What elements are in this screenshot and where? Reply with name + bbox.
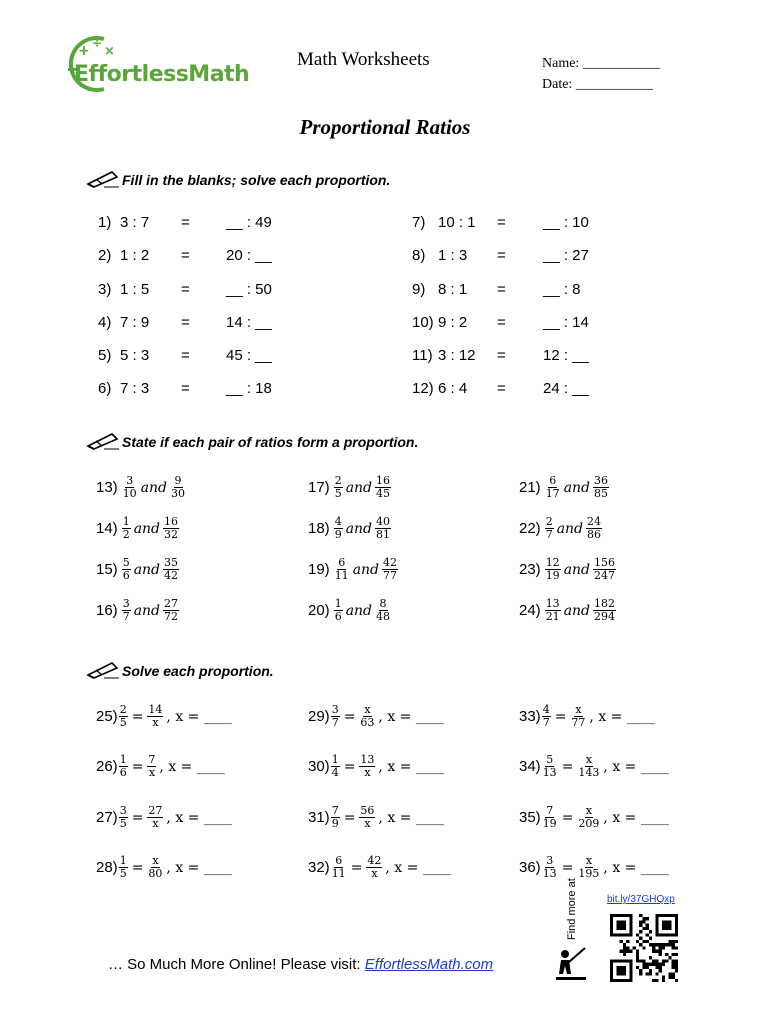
- denominator: 86: [587, 528, 602, 542]
- worksheet-title: Proportional Ratios: [299, 115, 471, 139]
- denominator: 21: [545, 610, 560, 624]
- proportion-row: [519, 805, 671, 830]
- numerator: x: [585, 854, 593, 867]
- denominator: 6: [334, 610, 342, 624]
- problem-number: 30): [308, 758, 330, 776]
- problem-number: 35): [519, 809, 541, 827]
- equals-sign: =: [561, 859, 574, 876]
- denominator: 13: [542, 766, 557, 780]
- ratio: 1 : 2: [120, 247, 150, 264]
- short-link[interactable]: bit.ly/37GHQxp: [607, 894, 675, 905]
- proportion-row: [96, 805, 234, 830]
- denominator: 80: [148, 867, 163, 881]
- problem-number: 33): [519, 708, 541, 726]
- denominator: 7: [331, 716, 339, 730]
- numerator: 4: [334, 515, 342, 528]
- denominator: 7: [542, 716, 550, 730]
- proportion-row: [96, 855, 234, 880]
- fraction-b: [170, 475, 186, 500]
- denominator: 9: [334, 528, 342, 542]
- problem-number: 9): [412, 281, 426, 298]
- denominator: 48: [376, 610, 391, 624]
- header-title: Math Worksheets: [297, 49, 430, 70]
- answer-blank[interactable]: , x = ____: [378, 708, 444, 725]
- fraction-b: [382, 557, 398, 582]
- and-word: and: [133, 561, 161, 578]
- fraction-b: [163, 598, 179, 623]
- ratio: 7 : 9: [120, 314, 150, 331]
- fraction-a: [331, 754, 340, 779]
- problem-number: 4): [98, 314, 112, 331]
- numerator: 3: [331, 703, 339, 716]
- ratio-pair-row: [308, 557, 399, 582]
- numerator: 1: [334, 597, 342, 610]
- numerator: 6: [335, 854, 343, 867]
- proportion-row: [519, 754, 671, 779]
- fraction-b: [570, 704, 586, 729]
- footer-text: [108, 956, 493, 973]
- denominator: x: [364, 817, 371, 831]
- equals-sign: =: [131, 859, 144, 876]
- numerator: 7: [148, 753, 156, 766]
- proportion-row: [308, 704, 446, 729]
- numerator: 3: [546, 854, 554, 867]
- fraction-b: [577, 855, 600, 880]
- name-field[interactable]: Name: ___________: [542, 56, 660, 71]
- problem-number: 11): [412, 347, 433, 364]
- denominator: 7: [122, 610, 130, 624]
- numerator: 6: [338, 556, 346, 569]
- answer-blank[interactable]: , x = ____: [589, 708, 655, 725]
- problem-number: 23): [519, 561, 541, 579]
- denominator: 2: [122, 528, 130, 542]
- answer-blank[interactable]: , x = ____: [166, 708, 232, 725]
- and-word: and: [556, 520, 584, 537]
- equals-sign: =: [497, 314, 506, 331]
- pencil-icon: [86, 432, 120, 450]
- denominator: 72: [164, 610, 179, 624]
- denominator: 32: [164, 528, 179, 542]
- denominator: 19: [542, 817, 557, 831]
- pencil-icon: [86, 661, 120, 679]
- ratio-pair-row: [308, 516, 392, 541]
- equals-sign: =: [131, 708, 144, 725]
- numerator: 4: [542, 703, 550, 716]
- numerator: 13: [545, 597, 560, 610]
- problem-number: 36): [519, 859, 541, 877]
- equals-sign: =: [554, 708, 567, 725]
- fraction-b: [163, 516, 179, 541]
- qr-code[interactable]: [610, 914, 678, 982]
- pencil-icon: [86, 170, 120, 188]
- ratio-pair-row: [96, 598, 180, 623]
- numerator: 2: [545, 515, 553, 528]
- answer-blank[interactable]: , x = ____: [166, 859, 232, 876]
- answer-blank[interactable]: 20 : __: [226, 247, 272, 264]
- numerator: 16: [376, 474, 391, 487]
- numerator: 40: [376, 515, 391, 528]
- fraction-a: [119, 805, 128, 830]
- fraction-b: [147, 855, 163, 880]
- numerator: 1: [122, 515, 130, 528]
- fraction-a: [545, 516, 554, 541]
- answer-blank[interactable]: __ : 8: [543, 281, 581, 298]
- numerator: 8: [379, 597, 387, 610]
- numerator: 9: [174, 474, 182, 487]
- fraction-b: [593, 475, 609, 500]
- ratio: 8 : 1: [438, 281, 468, 298]
- proportion-row: [519, 855, 671, 880]
- equals-sign: =: [181, 380, 190, 397]
- denominator: 63: [360, 716, 375, 730]
- answer-blank[interactable]: , x = ____: [385, 859, 451, 876]
- ratio-pair-row: [96, 516, 180, 541]
- and-word: and: [345, 602, 373, 619]
- answer-blank[interactable]: __ : 14: [543, 314, 589, 331]
- find-more-label: Find more at: [566, 878, 578, 940]
- and-word: and: [563, 561, 591, 578]
- ratio: 1 : 5: [120, 281, 150, 298]
- svg-text:÷: ÷: [92, 36, 103, 50]
- fraction-a: [334, 475, 343, 500]
- logo-text: EffortlessMath: [74, 62, 250, 87]
- problem-number: 2): [98, 247, 112, 264]
- and-word: and: [563, 602, 591, 619]
- proportion-row: [96, 704, 234, 729]
- ratio: 3 : 12: [438, 347, 476, 364]
- fraction-a: [334, 598, 343, 623]
- fraction-b: [147, 805, 163, 830]
- denominator: 77: [383, 569, 398, 583]
- answer-blank[interactable]: __ : 49: [226, 214, 272, 231]
- answer-blank[interactable]: , x = ____: [159, 758, 225, 775]
- denominator: 81: [376, 528, 391, 542]
- ratio-pair-row: [519, 475, 610, 500]
- numerator: 2: [334, 474, 342, 487]
- fraction-b: [147, 754, 156, 779]
- equals-sign: =: [181, 347, 190, 364]
- denominator: 77: [571, 716, 586, 730]
- numerator: 6: [549, 474, 557, 487]
- section-heading-solve: Solve each proportion.: [122, 663, 274, 679]
- equals-sign: =: [350, 859, 363, 876]
- numerator: 7: [546, 804, 554, 817]
- denominator: 45: [376, 487, 391, 501]
- problem-number: 29): [308, 708, 330, 726]
- ratio-pair-row: [96, 557, 180, 582]
- equals-sign: =: [181, 314, 190, 331]
- footer-link[interactable]: EffortlessMath.com: [364, 956, 494, 973]
- fraction-b: [366, 855, 382, 880]
- denominator: 30: [171, 487, 186, 501]
- fraction-a: [542, 754, 558, 779]
- denominator: 5: [119, 716, 127, 730]
- answer-blank[interactable]: 45 : __: [226, 347, 272, 364]
- answer-blank[interactable]: 24 : __: [543, 380, 589, 397]
- answer-blank[interactable]: __ : 50: [226, 281, 272, 298]
- section-heading-proportion-pairs: State if each pair of ratios form a proportion.: [122, 434, 419, 450]
- fraction-b: [577, 805, 600, 830]
- answer-blank[interactable]: , x = ____: [603, 859, 669, 876]
- teacher-icon: [553, 944, 591, 982]
- denominator: 11: [334, 569, 349, 583]
- problem-number: 15): [96, 561, 118, 579]
- fraction-b: [593, 598, 616, 623]
- ratio-pair-row: [96, 475, 187, 500]
- numerator: x: [585, 753, 593, 766]
- numerator: 12: [545, 556, 560, 569]
- fraction-a: [122, 516, 131, 541]
- numerator: 27: [148, 804, 163, 817]
- fraction-a: [545, 557, 561, 582]
- denominator: 6: [122, 569, 130, 583]
- numerator: x: [575, 703, 582, 716]
- and-word: and: [133, 602, 161, 619]
- problem-number: 26): [96, 758, 118, 776]
- equals-sign: =: [131, 758, 144, 775]
- answer-blank[interactable]: , x = ____: [378, 758, 444, 775]
- equals-sign: =: [181, 214, 190, 231]
- fraction-b: [359, 704, 375, 729]
- problem-number: 21): [519, 479, 541, 497]
- fraction-b: [586, 516, 602, 541]
- answer-blank[interactable]: __ : 27: [543, 247, 589, 264]
- numerator: 1: [331, 753, 339, 766]
- numerator: x: [364, 703, 371, 716]
- proportion-row: [308, 805, 446, 830]
- denominator: 6: [119, 766, 127, 780]
- problem-number: 5): [98, 347, 112, 364]
- ratio: 3 : 7: [120, 214, 150, 231]
- equals-sign: =: [497, 247, 506, 264]
- fraction-b: [375, 475, 391, 500]
- problem-number: 22): [519, 520, 541, 538]
- answer-blank[interactable]: , x = ____: [603, 809, 669, 826]
- equals-sign: =: [497, 347, 506, 364]
- numerator: 13: [360, 753, 375, 766]
- denominator: 4: [331, 766, 339, 780]
- answer-blank[interactable]: __ : 10: [543, 214, 589, 231]
- equals-sign: =: [181, 281, 190, 298]
- numerator: 5: [122, 556, 130, 569]
- numerator: 3: [126, 474, 134, 487]
- ratio-pair-row: [308, 598, 392, 623]
- denominator: 5: [334, 487, 342, 501]
- numerator: 27: [164, 597, 179, 610]
- problem-number: 7): [412, 214, 426, 231]
- fraction-a: [334, 557, 350, 582]
- problem-number: 16): [96, 602, 118, 620]
- ratio: 9 : 2: [438, 314, 468, 331]
- ratio: 1 : 3: [438, 247, 468, 264]
- problem-number: 24): [519, 602, 541, 620]
- fraction-a: [119, 855, 128, 880]
- fraction-b: [147, 704, 163, 729]
- equals-sign: =: [181, 247, 190, 264]
- problem-number: 27): [96, 809, 118, 827]
- ratio: 7 : 3: [120, 380, 150, 397]
- equals-sign: =: [497, 214, 506, 231]
- fraction-a: [331, 855, 347, 880]
- and-word: and: [345, 479, 373, 496]
- denominator: 13: [542, 867, 557, 881]
- problem-number: 25): [96, 708, 118, 726]
- equals-sign: =: [561, 758, 574, 775]
- ratio-pair-row: [519, 598, 617, 623]
- problem-number: 18): [308, 520, 330, 538]
- denominator: x: [371, 867, 378, 881]
- section-heading-fill-blanks: Fill in the blanks; solve each proportion.: [122, 172, 391, 188]
- numerator: 182: [594, 597, 616, 610]
- fraction-a: [122, 598, 131, 623]
- equals-sign: =: [343, 758, 356, 775]
- denominator: 11: [331, 867, 346, 881]
- proportion-row: [308, 855, 453, 880]
- problem-number: 34): [519, 758, 541, 776]
- answer-blank[interactable]: , x = ____: [166, 809, 232, 826]
- fraction-a: [542, 704, 551, 729]
- denominator: x: [364, 766, 371, 780]
- numerator: 7: [331, 804, 339, 817]
- fraction-a: [122, 557, 131, 582]
- problem-number: 1): [98, 214, 112, 231]
- ratio: 6 : 4: [438, 380, 468, 397]
- fraction-a: [119, 754, 128, 779]
- numerator: 2: [119, 703, 127, 716]
- numerator: x: [585, 804, 593, 817]
- denominator: 19: [545, 569, 560, 583]
- fraction-b: [375, 598, 391, 623]
- denominator: 5: [119, 817, 127, 831]
- answer-blank[interactable]: __ : 18: [226, 380, 272, 397]
- problem-number: 3): [98, 281, 112, 298]
- fraction-a: [334, 516, 343, 541]
- and-word: and: [140, 479, 168, 496]
- answer-blank[interactable]: 14 : __: [226, 314, 272, 331]
- answer-blank[interactable]: , x = ____: [603, 758, 669, 775]
- proportion-row: [519, 704, 657, 729]
- proportion-row: [308, 754, 446, 779]
- denominator: 143: [578, 766, 600, 780]
- fraction-a: [545, 598, 561, 623]
- problem-number: 28): [96, 859, 118, 877]
- fraction-a: [122, 475, 138, 500]
- numerator: 16: [164, 515, 179, 528]
- numerator: 35: [164, 556, 179, 569]
- denominator: 17: [545, 487, 560, 501]
- svg-text:×: ×: [104, 44, 115, 59]
- denominator: 9: [331, 817, 339, 831]
- numerator: x: [152, 854, 159, 867]
- equals-sign: =: [343, 708, 356, 725]
- problem-number: 13): [96, 479, 118, 497]
- fraction-a: [542, 855, 558, 880]
- numerator: 1: [119, 854, 127, 867]
- problem-number: 10): [412, 314, 434, 331]
- equals-sign: =: [497, 281, 506, 298]
- numerator: 156: [594, 556, 616, 569]
- numerator: 3: [122, 597, 130, 610]
- denominator: x: [152, 817, 159, 831]
- footer-message: … So Much More Online! Please visit:: [108, 956, 365, 973]
- numerator: 14: [148, 703, 163, 716]
- equals-sign: =: [131, 809, 144, 826]
- fraction-b: [359, 805, 375, 830]
- equals-sign: =: [561, 809, 574, 826]
- and-word: and: [133, 520, 161, 537]
- numerator: 5: [546, 753, 554, 766]
- denominator: 209: [578, 817, 600, 831]
- denominator: 42: [164, 569, 179, 583]
- ratio: 5 : 3: [120, 347, 150, 364]
- and-word: and: [563, 479, 591, 496]
- ratio-pair-row: [519, 516, 603, 541]
- problem-number: 20): [308, 602, 330, 620]
- problem-number: 6): [98, 380, 112, 397]
- answer-blank[interactable]: 12 : __: [543, 347, 589, 364]
- fraction-a: [331, 704, 340, 729]
- svg-text:+: +: [78, 43, 90, 59]
- problem-number: 8): [412, 247, 426, 264]
- problem-number: 31): [308, 809, 330, 827]
- denominator: 85: [594, 487, 609, 501]
- answer-blank[interactable]: , x = ____: [378, 809, 444, 826]
- fraction-b: [359, 754, 375, 779]
- denominator: 5: [119, 867, 127, 881]
- denominator: x: [148, 766, 156, 780]
- ratio-pair-row: [308, 475, 392, 500]
- problem-number: 19): [308, 561, 330, 579]
- numerator: 42: [367, 854, 382, 867]
- numerator: 3: [119, 804, 127, 817]
- problem-number: 12): [412, 380, 434, 397]
- fraction-a: [331, 805, 340, 830]
- ratio-pair-row: [519, 557, 617, 582]
- problem-number: 32): [308, 859, 330, 877]
- and-word: and: [345, 520, 373, 537]
- date-field[interactable]: Date: ___________: [542, 77, 653, 92]
- denominator: 10: [122, 487, 137, 501]
- denominator: 7: [545, 528, 553, 542]
- denominator: 247: [594, 569, 616, 583]
- fraction-b: [375, 516, 391, 541]
- denominator: x: [152, 716, 159, 730]
- numerator: 1: [119, 753, 127, 766]
- fraction-a: [119, 704, 128, 729]
- fraction-a: [542, 805, 558, 830]
- numerator: 36: [594, 474, 609, 487]
- fraction-b: [593, 557, 616, 582]
- and-word: and: [352, 561, 380, 578]
- ratio: 10 : 1: [438, 214, 476, 231]
- numerator: 56: [360, 804, 375, 817]
- numerator: 42: [383, 556, 398, 569]
- problem-number: 17): [308, 479, 330, 497]
- equals-sign: =: [343, 809, 356, 826]
- fraction-a: [545, 475, 561, 500]
- fraction-b: [163, 557, 179, 582]
- denominator: 294: [594, 610, 616, 624]
- denominator: 195: [578, 867, 600, 881]
- proportion-row: [96, 754, 227, 779]
- problem-number: 14): [96, 520, 118, 538]
- fraction-b: [577, 754, 600, 779]
- equals-sign: =: [497, 380, 506, 397]
- numerator: 24: [587, 515, 602, 528]
